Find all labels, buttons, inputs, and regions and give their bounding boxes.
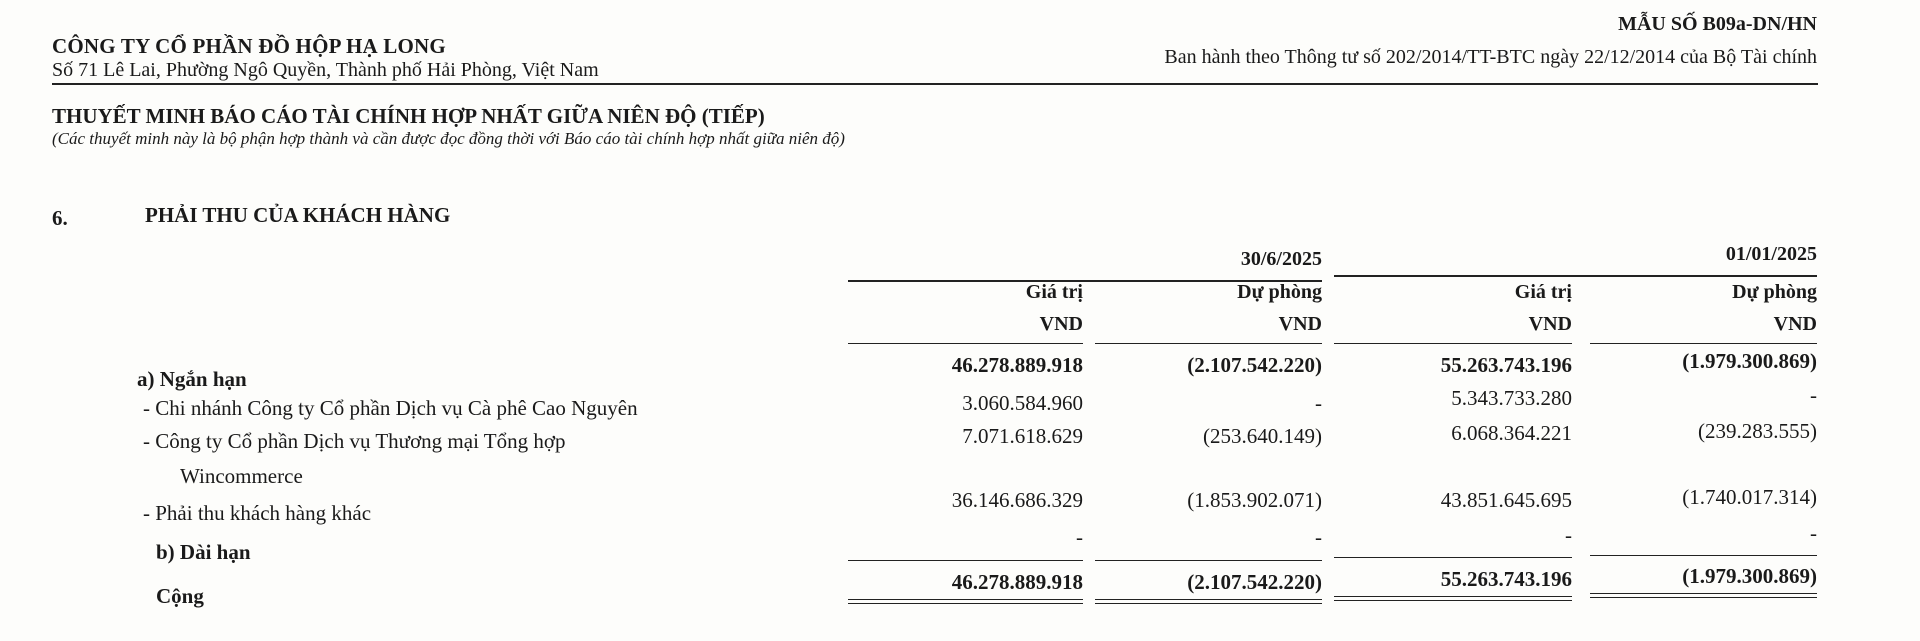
col-header-provision-2: Dự phòng	[1732, 281, 1817, 303]
total-top-rule-2	[1095, 560, 1322, 561]
total-bottom-rule-3a	[1334, 596, 1572, 597]
cell-total-value-prior: 55.263.743.196	[1440, 567, 1572, 591]
cell-wincommerce-provision-prior: (239.283.555)	[1698, 419, 1817, 443]
total-bottom-rule-4b	[1590, 597, 1817, 598]
cell-cao-nguyen-value-current: 3.060.584.960	[962, 391, 1083, 415]
col-header-value-1: Giá trị	[1025, 281, 1083, 303]
cell-short-term-value-prior: 55.263.743.196	[1440, 353, 1572, 377]
company-name: CÔNG TY CỔ PHẦN ĐỒ HỘP HẠ LONG	[52, 34, 446, 58]
cell-long-term-value-prior: -	[1565, 523, 1572, 547]
total-bottom-rule-2a	[1095, 599, 1322, 600]
col-header-unit-3: VND	[1528, 313, 1572, 335]
cell-total-value-current: 46.278.889.918	[951, 570, 1083, 594]
row-label-wincommerce-cont: Wincommerce	[180, 464, 303, 488]
col-rule-3	[1334, 343, 1572, 344]
total-top-rule-4	[1590, 555, 1817, 556]
total-bottom-rule-1a	[848, 599, 1083, 600]
company-address: Số 71 Lê Lai, Phường Ngô Quyền, Thành phố Hải Phòng, Việt Nam	[52, 59, 599, 81]
cell-cao-nguyen-provision-current: -	[1315, 391, 1322, 415]
cell-other-value-current: 36.146.686.329	[951, 488, 1083, 512]
cell-total-provision-prior: (1.979.300.869)	[1682, 564, 1817, 588]
form-code: MẪU SỐ B09a-DN/HN	[1618, 13, 1817, 35]
row-label-total: Cộng	[156, 584, 204, 608]
col-header-unit-2: VND	[1278, 313, 1322, 335]
cell-wincommerce-value-prior: 6.068.364.221	[1451, 421, 1572, 445]
row-label-short-term: a) Ngắn hạn	[137, 367, 247, 391]
total-bottom-rule-4a	[1590, 593, 1817, 594]
cell-short-term-provision-current: (2.107.542.220)	[1187, 353, 1322, 377]
row-label-cao-nguyen: - Chi nhánh Công ty Cổ phần Dịch vụ Cà phê Cao Nguyên	[143, 396, 638, 420]
total-bottom-rule-2b	[1095, 603, 1322, 604]
cell-long-term-value-current: -	[1076, 525, 1083, 549]
row-label-other-receivables: - Phải thu khách hàng khác	[143, 501, 372, 525]
total-bottom-rule-1b	[848, 603, 1083, 604]
document-title: THUYẾT MINH BÁO CÁO TÀI CHÍNH HỢP NHẤT GIỮA NIÊN ĐỘ (TIẾP)	[52, 104, 765, 128]
period-underline-prior	[1334, 275, 1817, 277]
cell-short-term-provision-prior: (1.979.300.869)	[1682, 349, 1817, 373]
cell-other-provision-prior: (1.740.017.314)	[1682, 485, 1817, 509]
col-header-unit-4: VND	[1773, 313, 1817, 335]
col-header-provision-1: Dự phòng	[1237, 281, 1322, 303]
cell-other-value-prior: 43.851.645.695	[1440, 488, 1572, 512]
cell-cao-nguyen-provision-prior: -	[1810, 383, 1817, 407]
section-title: PHẢI THU CỦA KHÁCH HÀNG	[145, 203, 451, 227]
cell-other-provision-current: (1.853.902.071)	[1187, 488, 1322, 512]
header-divider	[52, 83, 1818, 85]
period-header-current: 30/6/2025	[1240, 248, 1322, 270]
cell-cao-nguyen-value-prior: 5.343.733.280	[1451, 386, 1572, 410]
total-bottom-rule-3b	[1334, 600, 1572, 601]
cell-wincommerce-provision-current: (253.640.149)	[1203, 424, 1322, 448]
total-top-rule-3	[1334, 557, 1572, 558]
col-rule-2	[1095, 343, 1322, 344]
row-label-long-term: b) Dài hạn	[156, 540, 251, 564]
col-header-unit-1: VND	[1039, 313, 1083, 335]
cell-wincommerce-value-current: 7.071.618.629	[962, 424, 1083, 448]
section-number: 6.	[52, 206, 68, 230]
issued-by: Ban hành theo Thông tư số 202/2014/TT-BTC ngày 22/12/2014 của Bộ Tài chính	[1164, 46, 1817, 68]
cell-short-term-value-current: 46.278.889.918	[951, 353, 1083, 377]
cell-long-term-provision-prior: -	[1810, 521, 1817, 545]
col-rule-1	[848, 343, 1083, 344]
cell-total-provision-current: (2.107.542.220)	[1187, 570, 1322, 594]
col-rule-4	[1590, 343, 1817, 344]
row-label-wincommerce: - Công ty Cổ phần Dịch vụ Thương mại Tổng hợp	[143, 429, 566, 453]
col-header-value-2: Giá trị	[1514, 281, 1572, 303]
period-header-prior: 01/01/2025	[1725, 243, 1817, 265]
document-note: (Các thuyết minh này là bộ phận hợp thành và cần được đọc đồng thời với Báo cáo tài chính hợp nhất giữa niên độ)	[52, 129, 845, 148]
cell-long-term-provision-current: -	[1315, 525, 1322, 549]
total-top-rule-1	[848, 560, 1083, 561]
